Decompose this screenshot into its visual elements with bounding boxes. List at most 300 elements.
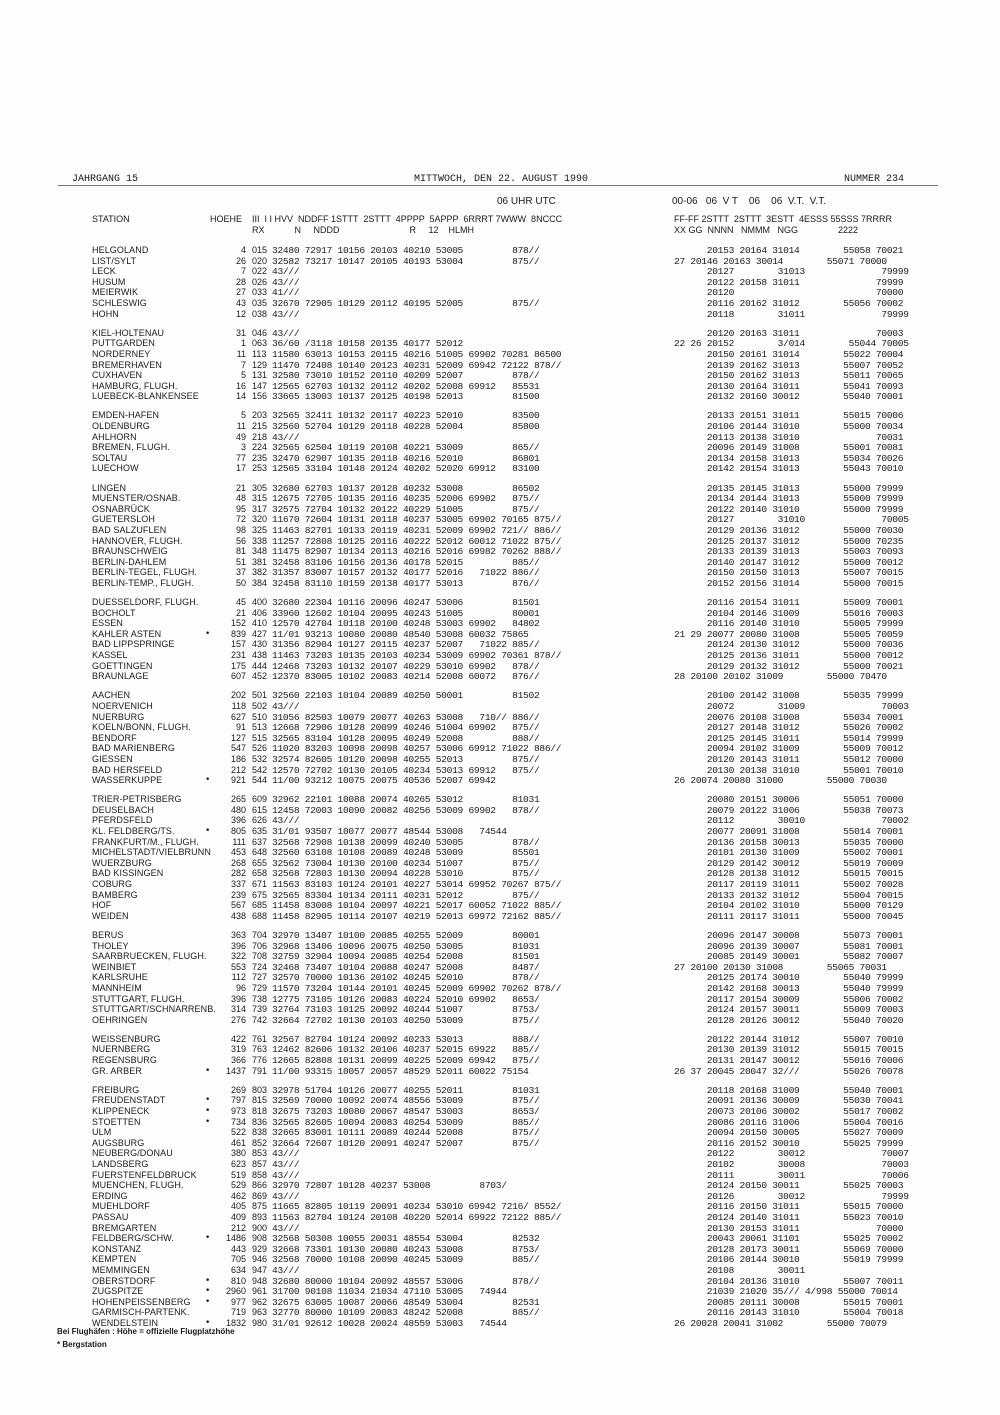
synop-extra-data: 20102 30008 70003 (674, 1158, 909, 1170)
synop-data: 31700 90108 11034 21034 47110 53005 74944 (272, 1286, 507, 1298)
table-row (0, 1244, 1000, 1255)
station-code: 704 (252, 929, 268, 940)
table-row (0, 442, 1000, 453)
table-row (0, 754, 1000, 765)
station-code: 727 (252, 972, 268, 983)
station-height: 43 (235, 298, 246, 308)
station-code: 671 (252, 879, 268, 889)
synop-extra-data: 20129 20132 31012 55000 70021 (674, 660, 904, 672)
synop-extra-data: 20136 20158 30013 55035 70000 (674, 836, 904, 848)
synop-extra-data: 20094 20150 30005 55027 70009 (674, 1127, 904, 1139)
station-height: 314 (230, 1004, 246, 1015)
station-height: 49 (235, 431, 246, 442)
station-height: 157 (230, 639, 246, 650)
table-row (0, 1127, 1000, 1138)
synop-extra-data: 20091 20136 30009 55030 70041 (674, 1095, 904, 1107)
synop-extra-data: 20118 31011 79999 (674, 308, 909, 320)
station-height: 118 (231, 700, 246, 711)
table-row (0, 930, 1000, 941)
table-row (0, 391, 1000, 402)
mountain-station-marker: • (205, 1296, 211, 1307)
synop-extra-data: 20131 20147 30012 55016 70006 (674, 1055, 904, 1066)
station-name: KL. FELDBERG/TS. (92, 826, 175, 836)
station-name: MICHELSTADT/VIELBRUNN (92, 847, 211, 858)
station-code: 384 (252, 577, 268, 588)
station-name: FREUDENSTADT (92, 1095, 166, 1106)
station-height: 14 (235, 391, 246, 402)
station-name: BREMGARTEN (92, 1222, 157, 1233)
station-name: BAMBERG (92, 889, 138, 900)
synop-data: 32568 70000 10108 20090 40245 53009 885// (272, 1254, 540, 1266)
table-row (0, 618, 1000, 629)
synop-data: 12565 33104 10148 20124 40202 52020 69912 83100 (272, 463, 540, 475)
synop-extra-data: 20128 20173 30011 55069 70000 (674, 1243, 904, 1255)
synop-data: 32668 73301 10130 20080 40243 53008 8753/ (272, 1243, 540, 1255)
station-code: 502 (252, 700, 268, 711)
synop-data: 32560 63108 10108 20089 40248 53009 85501 (272, 847, 540, 859)
synop-extra-data: 20080 20151 30006 55051 70000 (674, 794, 904, 806)
station-code: 929 (252, 1243, 268, 1254)
station-code: 947 (252, 1264, 268, 1275)
station-code: 962 (252, 1296, 268, 1307)
station-name: WEINBIET (92, 961, 137, 972)
synop-extra-data: 20150 20162 31013 55011 70065 (674, 370, 904, 382)
synop-extra-data: 20118 20168 31009 55040 70001 (674, 1084, 904, 1096)
synop-data: 11463 82701 10133 20119 40231 52009 69902 721// 886// (272, 524, 562, 536)
station-name: DEUSELBACH (92, 804, 155, 815)
station-name: CUXHAVEN (92, 370, 143, 381)
station-height: 98 (235, 524, 246, 535)
synop-extra-data: 20076 20108 31008 55034 70001 (674, 711, 904, 723)
station-name: EMDEN-HAFEN (92, 410, 160, 421)
synop-data: 32580 73010 10152 20110 40209 52007 878// (272, 370, 540, 382)
station-code: 515 (252, 732, 268, 743)
station-name: HUSUM (92, 276, 126, 287)
table-row (0, 805, 1000, 816)
mountain-station-marker: • (205, 1275, 211, 1286)
synop-data: 12468 73203 10132 20107 40229 53010 69902 878// (272, 660, 540, 672)
height-header: HOEHE (210, 214, 243, 224)
table-row (0, 349, 1000, 360)
table-row (0, 1034, 1000, 1045)
station-height: 462 (230, 1190, 246, 1201)
station-height: 11 (236, 421, 246, 431)
station-code: 320 (252, 514, 268, 525)
station-height: 45 (235, 597, 246, 607)
station-height: 77 (235, 452, 246, 463)
station-code: 858 (252, 1169, 268, 1180)
station-code: 961 (252, 1286, 268, 1297)
table-row (0, 1191, 1000, 1202)
station-height: 276 (230, 1014, 246, 1025)
station-height: 4 (240, 245, 246, 255)
station-height: 623 (230, 1158, 246, 1169)
station-height: 1832 (225, 1317, 246, 1328)
table-row (0, 453, 1000, 464)
station-name: KLIPPENECK (92, 1105, 150, 1116)
table-row (0, 671, 1000, 682)
synop-extra-data: 20116 20150 31011 55015 70000 (674, 1201, 904, 1213)
station-name: KASSEL (92, 650, 128, 660)
station-height: 1486 (225, 1233, 246, 1244)
station-height: 111 (232, 836, 246, 847)
table-row (0, 546, 1000, 557)
synop-extra-data: 20150 20150 31013 55007 70015 (674, 567, 904, 579)
code-header-1: III I I HVV NDDFF 1STTT 2STTT 4PPPP 5APPP 6RRRT 7WWW 8NCCC (252, 214, 563, 224)
synop-data: 32565 62504 10119 20108 40221 53009 865// (272, 442, 540, 454)
synop-data: 32567 82704 10124 20092 40233 53013 888// (272, 1033, 540, 1045)
station-height: 797 (230, 1095, 246, 1106)
table-row (0, 277, 1000, 288)
station-height: 547 (230, 743, 246, 754)
synop-data: 11665 82805 10119 20091 40234 53010 69942 7216/ 8552/ (272, 1201, 562, 1213)
station-height: 396 (230, 815, 246, 826)
table-row (0, 597, 1000, 608)
station-name: BREMERHAVEN (92, 359, 162, 370)
station-height: 705 (230, 1254, 246, 1265)
station-code: 532 (252, 753, 268, 764)
synop-data: 43/// (272, 308, 300, 320)
synop-data: 11670 72604 10131 20118 40237 53005 69902 70165 875// (272, 514, 562, 526)
table-row (0, 1297, 1000, 1308)
station-height: 734 (230, 1116, 246, 1127)
table-row (0, 794, 1000, 805)
table-row (0, 608, 1000, 619)
synop-data: 11/00 93212 10075 20075 40536 52007 69942 (272, 775, 496, 787)
station-height: 48 (235, 493, 246, 504)
synop-extra-data: 20124 20140 31011 55023 70010 (674, 1211, 904, 1223)
table-row (0, 1276, 1000, 1287)
table-row (0, 298, 1000, 309)
station-code: 129 (252, 359, 268, 370)
table-row (0, 463, 1000, 474)
synop-extra-data: 26 20028 20041 31002 55000 70079 (674, 1317, 887, 1329)
synop-extra-data: 20079 20122 31006 55038 70073 (674, 804, 904, 816)
station-code: 046 (252, 327, 268, 338)
synop-extra-data: 20139 20162 31013 55007 70052 (674, 359, 904, 371)
synop-extra-data: 20142 20168 30013 55040 79999 (674, 982, 904, 994)
station-height: 480 (230, 804, 246, 815)
synop-extra-data: 20043 20061 31101 55025 70002 (674, 1233, 904, 1245)
station-code: 063 (252, 338, 268, 349)
station-code: 113 (252, 348, 267, 359)
station-code: 348 (252, 546, 268, 557)
station-name: FELDBERG/SCHW. (92, 1233, 174, 1244)
table-row (0, 879, 1000, 890)
synop-data: 43/// (272, 700, 300, 712)
station-code: 035 (252, 298, 268, 308)
station-code: 963 (252, 1307, 268, 1318)
synop-data: 32565 83104 10128 20095 40249 52008 888// (272, 732, 540, 744)
station-height: 152 (230, 618, 246, 629)
station-height: 186 (230, 753, 246, 764)
table-row (0, 567, 1000, 578)
mountain-station-marker: • (205, 826, 211, 836)
station-code: 729 (252, 982, 268, 993)
station-height: 112 (231, 972, 246, 983)
mountain-station-marker: • (205, 628, 211, 639)
synop-extra-data: 20142 20154 31013 55043 70010 (674, 463, 904, 475)
station-code: 648 (252, 847, 268, 858)
synop-data: 32978 51704 10126 20077 40255 52011 81031 (272, 1084, 540, 1096)
synop-extra-data: 27 20100 20130 31008 55065 70031 (674, 961, 887, 973)
synop-data: 31357 83007 10157 20132 40177 52016 71022 886// (272, 567, 540, 579)
synop-extra-data: 20117 20119 31011 55002 70028 (674, 879, 904, 890)
synop-extra-data: 20104 20146 31009 55016 70003 (674, 607, 904, 619)
station-code: 739 (252, 1004, 268, 1015)
station-height: 5 (240, 410, 246, 421)
table-row (0, 847, 1000, 858)
table-row (0, 775, 1000, 786)
synop-data: 32568 50308 10055 20031 48554 53004 82532 (272, 1233, 540, 1245)
synop-data: 32565 83304 10134 20111 40231 52012 875// (272, 889, 540, 901)
synop-data: 12570 72702 10130 20105 40234 53013 69912 875// (272, 764, 540, 776)
station-name: HANNOVER, FLUGH. (92, 535, 183, 546)
station-height: 461 (230, 1137, 246, 1148)
station-code: 658 (252, 868, 268, 879)
station-height: 977 (230, 1296, 246, 1307)
station-name: LUECHOW (92, 463, 139, 474)
station-name: WUERZBURG (92, 857, 152, 868)
synop-data: 11570 73204 10144 20101 40245 52009 69902 70262 878// (272, 982, 562, 994)
station-code: 131 (252, 370, 268, 381)
synop-extra-data: 20124 20157 30011 55009 70003 (674, 1004, 904, 1016)
station-code: 655 (252, 857, 268, 868)
synop-data: 12370 83005 10102 20083 40214 52008 60072 876// (272, 671, 540, 683)
synop-data: 12565 62703 10132 20112 40202 52008 69912 85531 (272, 380, 540, 392)
table-row (0, 639, 1000, 650)
synop-extra-data: 20133 20151 31011 55015 70006 (674, 410, 904, 422)
station-name: NUERBURG (92, 711, 145, 722)
station-code: 015 (252, 245, 268, 255)
station-code: 526 (252, 743, 268, 754)
station-name: BAD MARIENBERG (92, 743, 175, 754)
synop-data: 11458 82905 10114 20107 40219 52013 69972 72162 885// (272, 910, 562, 922)
station-code: 315 (252, 493, 268, 504)
table-row (0, 661, 1000, 672)
station-code: 866 (252, 1180, 268, 1191)
code-header-2: RX N NDDD R 12 HLMH (252, 225, 475, 235)
station-height: 7 (240, 359, 246, 370)
station-height: 11 (236, 348, 246, 359)
station-code: 026 (252, 276, 268, 287)
station-code: 948 (252, 1275, 268, 1286)
station-name: GOETTINGEN (92, 660, 153, 671)
station-name: MEMMINGEN (92, 1264, 150, 1275)
station-name: ESSEN (92, 618, 124, 629)
station-name: BREMEN, FLUGH. (92, 442, 170, 453)
station-name: REGENSBURG (92, 1055, 158, 1065)
station-code: 815 (252, 1095, 268, 1106)
synop-extra-data: 21 29 20077 20080 31008 55005 70059 (674, 628, 904, 640)
station-height: 839 (230, 628, 246, 639)
table-row (0, 911, 1000, 922)
synop-extra-data: 20120 20143 31011 55012 70000 (674, 753, 904, 765)
table-row (0, 1117, 1000, 1128)
synop-data: 11/01 93213 10080 20080 48540 53008 60032 75865 (272, 628, 529, 640)
station-name: HAMBURG, FLUGH. (92, 380, 178, 391)
station-code: 338 (252, 535, 268, 546)
mountain-station-marker: • (205, 1116, 211, 1127)
station-height: 337 (230, 879, 246, 889)
station-name: PUTTGARDEN (92, 338, 156, 349)
station-name: OLDENBURG (92, 421, 150, 431)
station-code: 020 (252, 255, 268, 266)
synop-extra-data: 20116 20143 31010 55004 70018 (674, 1307, 904, 1319)
table-row (0, 410, 1000, 421)
synop-extra-data: 20122 20158 31011 79999 (674, 276, 904, 288)
synop-extra-data: 21039 21020 35/// 4/998 55000 70014 (674, 1286, 898, 1298)
station-name: KAHLER ASTEN (92, 628, 162, 639)
station-name: BAD KISSINGEN (92, 868, 164, 879)
table-row (0, 360, 1000, 371)
table-row (0, 868, 1000, 879)
synop-extra-data: 20125 20137 31012 55000 70235 (674, 535, 904, 547)
synop-data: 43/// (272, 431, 300, 443)
station-code: 452 (252, 671, 268, 682)
station-code: 609 (252, 794, 268, 805)
table-row (0, 1212, 1000, 1223)
synop-data: 32764 73103 10125 20092 40244 51007 8753/ (272, 1004, 540, 1016)
mountain-station-marker: • (205, 775, 211, 786)
synop-data: 32574 82605 10120 20098 40255 52013 875// (272, 753, 540, 765)
station-name: KONSTANZ (92, 1243, 142, 1254)
table-row (0, 650, 1000, 661)
station-code: 761 (252, 1033, 268, 1044)
station-code: 400 (252, 597, 268, 607)
synop-data: 32664 72607 10120 20091 40247 52007 875// (272, 1137, 540, 1149)
station-code: 853 (252, 1148, 268, 1159)
table-row (0, 690, 1000, 701)
synop-extra-data: 26 37 20045 20047 32/// 55026 70078 (674, 1065, 904, 1077)
table-row (0, 578, 1000, 589)
synop-extra-data: 20129 20136 31012 55000 70030 (674, 524, 904, 536)
station-name: HOHN (92, 308, 119, 319)
synop-data: 43/// (272, 1264, 300, 1276)
station-name: KOELN/BONN, FLUGH. (92, 722, 191, 733)
station-name: BERLIN-TEMP., FLUGH. (92, 577, 194, 588)
synop-data: 32480 72917 10156 20103 40210 53005 878// (272, 245, 540, 256)
synop-data: 32759 32904 10094 20085 40254 52008 81501 (272, 951, 540, 963)
synop-data: 12668 72906 10128 20099 40246 51004 69902 875// (272, 722, 540, 734)
station-height: 212 (230, 764, 246, 775)
table-row (0, 504, 1000, 515)
mountain-station-marker: • (205, 1105, 211, 1116)
station-height: 31 (235, 327, 246, 338)
station-name: AACHEN (92, 690, 131, 701)
synop-extra-data: 20077 20091 31008 55014 70001 (674, 826, 904, 837)
station-name: BAD HERSFELD (92, 764, 163, 775)
synop-extra-data: 20122 20140 31010 55000 79999 (674, 503, 904, 515)
station-height: 380 (230, 1148, 246, 1159)
code-header-3: FF-FF 2STTT 2STTT 3ESTT 4ESSS 55SSS 7RRRR (674, 214, 893, 224)
station-code: 685 (252, 900, 268, 911)
table-row (0, 370, 1000, 381)
synop-extra-data: 20104 20102 31010 55000 70129 (674, 900, 904, 912)
synop-extra-data: 20125 20174 30010 55040 79999 (674, 972, 904, 984)
synop-extra-data: 20116 20162 31012 55056 70002 (674, 298, 904, 309)
station-height: 553 (230, 961, 246, 972)
synop-data: 31/01 92612 10028 20024 48559 53003 74544 (272, 1317, 507, 1329)
table-row (0, 1307, 1000, 1318)
synop-extra-data: 20127 31013 79999 (674, 266, 909, 278)
table-row (0, 1044, 1000, 1055)
synop-data: 11458 83008 10104 20097 40221 52017 60052 71022 885// (272, 900, 562, 912)
station-name: BAD LIPPSPRINGE (92, 639, 175, 650)
synop-extra-data: 27 20146 20163 30014 55071 70000 (674, 255, 887, 267)
station-height: 239 (230, 889, 246, 900)
station-name: STUTTGART, FLUGH. (92, 993, 185, 1004)
station-height: 2960 (225, 1286, 246, 1297)
synop-data: 32680 22304 10116 20096 40247 53006 81501 (272, 597, 540, 608)
volume-label: JAHRGANG 15 (72, 174, 139, 185)
table-row (0, 962, 1000, 973)
station-height: 719 (230, 1307, 246, 1318)
synop-data: 32680 80000 10104 20092 48557 53006 878// (272, 1275, 540, 1287)
station-height: 56 (235, 535, 246, 546)
table-row (0, 994, 1000, 1005)
station-name: STUTTGART/SCHNARRENB. (92, 1004, 216, 1015)
synop-data: 32560 52704 10129 20118 40228 52004 85800 (272, 421, 540, 432)
synop-data: 32569 70000 10092 20074 48556 53009 875// (272, 1095, 540, 1107)
synop-data: 11/00 93315 10057 20057 48529 52011 60022 75154 (272, 1065, 529, 1077)
synop-extra-data: 20122 20144 31012 55007 70010 (674, 1033, 904, 1045)
table-row (0, 941, 1000, 952)
table-row (0, 245, 1000, 256)
station-height: 409 (230, 1211, 246, 1222)
station-code: 852 (252, 1137, 268, 1148)
station-name: OEHRINGEN (92, 1014, 148, 1025)
synop-extra-data: 20096 20147 30008 55073 70001 (674, 929, 904, 941)
station-height: 529 (230, 1180, 246, 1191)
synop-extra-data: 20111 30011 70006 (674, 1169, 909, 1181)
station-name: STOETTEN (92, 1116, 141, 1127)
station-code: 738 (252, 993, 268, 1004)
table-row (0, 1055, 1000, 1066)
station-name: LECK (92, 266, 116, 277)
table-row (0, 743, 1000, 754)
station-name: AUGSBURG (92, 1137, 145, 1148)
synop-extra-data: 20094 20102 31009 55009 70012 (674, 743, 904, 755)
synop-extra-data: 20100 20142 31008 55035 79999 (674, 690, 904, 702)
station-height: 28 (235, 276, 246, 287)
synop-extra-data: 20128 20126 30012 55040 70020 (674, 1014, 904, 1026)
station-name: LIST/SYLT (92, 255, 137, 266)
synop-extra-data: 20073 20106 30002 55017 70002 (674, 1105, 904, 1117)
utc-label: 06 UHR UTC (497, 196, 556, 207)
station-code: 776 (252, 1055, 268, 1065)
table-row (0, 514, 1000, 525)
synop-data: 31356 82904 10127 20115 40237 52007 71022 885// (272, 639, 540, 651)
station-height: 269 (230, 1084, 246, 1095)
station-code: 688 (252, 910, 268, 921)
synop-extra-data: 20125 20145 31011 55014 79999 (674, 732, 904, 744)
station-name: FREIBURG (92, 1084, 140, 1095)
station-height: 443 (230, 1243, 246, 1254)
table-row (0, 1106, 1000, 1117)
station-name: KIEL-HOLTENAU (92, 327, 165, 338)
station-height: 805 (230, 826, 246, 836)
station-height: 21 (235, 607, 246, 618)
synop-extra-data: 20096 20139 30007 55081 70001 (674, 940, 904, 952)
synop-data: 33665 13003 10137 20125 40198 52013 81500 (272, 391, 540, 403)
station-name: BOCHOLT (92, 607, 136, 618)
station-name: BENDORF (92, 732, 137, 743)
station-name: GUETERSLOH (92, 514, 156, 525)
station-name: GR. ARBER (92, 1065, 142, 1076)
synop-extra-data: 20120 20163 31011 70003 (674, 327, 904, 339)
table-row (0, 1015, 1000, 1026)
